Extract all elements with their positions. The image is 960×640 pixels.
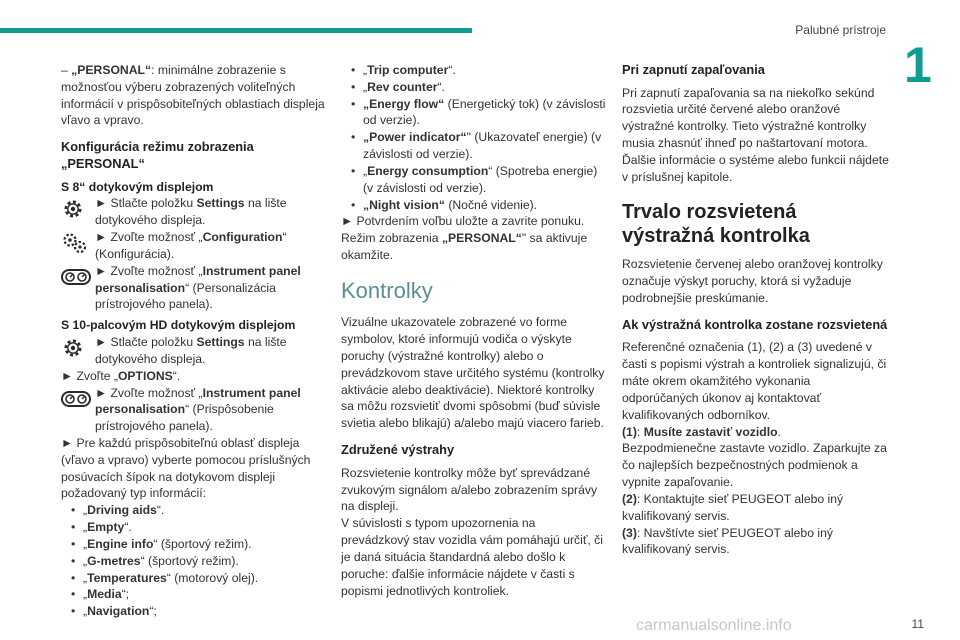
config-heading: Konfigurácia režimu zobrazenia „PERSONAL“ [61, 139, 254, 171]
info-type-list-cont [341, 62, 606, 213]
gears-icon [61, 231, 89, 255]
s8-step-configuration: ► Zvoľte možnosť „Configuration“ (Konfigurácia). [61, 229, 327, 263]
s8-step-settings: ► Stlačte položku Settings na lište dotykového displeja. [61, 195, 327, 229]
pri-zapnuti-text: Pri zapnutí zapaľovania sa na niekoľko sekúnd rozsvietia určité červené alebo oranžové výstražné kontrolky. Tieto výstražné kontrolky musia zhasnúť ihneď po naštartovaní motora. Ďalšie informácie o systéme alebo funkcii nájdete v príslušnej kapitole. [622, 85, 889, 184]
ref-3: (3): Navštívte sieť PEUGEOT alebo iný kvalifikovaný servis. [622, 525, 833, 557]
trvalo-heading: Trvalo rozsvietená výstražná kontrolka [622, 200, 810, 247]
s10-step-settings: ► Stlačte položku Settings na lište dotykového displeja. [61, 334, 327, 368]
gauges-icon [61, 390, 91, 408]
list-item: • „Energy consumption“ (Spotreba energie) (v závislosti od verzie). [341, 163, 606, 197]
gear-icon [61, 336, 85, 360]
list-item: • „Media“; [61, 586, 327, 603]
ref-2: (2): Kontaktujte sieť PEUGEOT alebo iný kvalifikovaný servis. [622, 491, 844, 523]
list-item: • „Energy flow“ (Energetický tok) (v závislosti od verzie). [341, 96, 606, 130]
confirm-step: ► Potvrdením voľbu uložte a zavrite ponuku. [341, 214, 585, 229]
s8-heading: S 8“ dotykovým displejom [61, 179, 214, 194]
list-item: • „Engine info“ (športový režim). [61, 536, 327, 553]
kontrolky-heading: Kontrolky [341, 277, 433, 303]
watermark: carmanualsonline.info [636, 617, 792, 634]
ak-text: Referenčné označenia (1), (2) a (3) uvedené v časti s popismi výstrah a kontroliek signalizujú, či máte okrem okamžitého vykonania odporúčaných úkonov aj kontaktovať kvalifikovaných odborníkov. [622, 340, 887, 422]
page-number: 11 [911, 617, 924, 631]
mode-activation: Režim zobrazenia „PERSONAL“" sa aktivuje okamžite. [341, 231, 588, 263]
gear-icon [61, 197, 85, 221]
ak-heading: Ak výstražná kontrolka zostane rozsvietená [622, 316, 888, 332]
area-step: ► Pre každú prispôsobiteľnú oblasť displeja (vľavo a vpravo) vyberte pomocou príslušných posúvacích šípok na dotykovom displeji požadovaný typ informácií: [61, 435, 311, 501]
list-item: • „Temperatures“ (motorový olej). [61, 570, 327, 587]
kontrolky-text: Vizuálne ukazovatele zobrazené vo forme symbolov, ktoré informujú vodiča o výskyte poruchy (výstražné kontrolky) alebo o prevádzkovom stave určitého systému (kontrolky aktivácie alebo deaktivácie). Niektoré kontrolky sa môžu rozsvietiť dvomi spôsobmi (buď súvisle svietia alebo blikajú) a/alebo majú viacero farieb. [341, 315, 605, 431]
list-item: • „Driving aids“. [61, 502, 327, 519]
list-item: • „G-metres“ (športový režim). [61, 553, 327, 570]
s10-step-options: ► Zvoľte „OPTIONS“. [61, 368, 181, 383]
list-item: • „Navigation“; [61, 603, 327, 620]
trvalo-text: Rozsvietenie červenej alebo oranžovej kontrolky označuje výskyt poruchy, ktorá si vyžaduje podrobnejšie preskúmanie. [622, 257, 883, 306]
gauges-icon [61, 268, 91, 286]
list-item: • „Rev counter“. [341, 79, 606, 96]
list-item: • „Power indicator“" (Ukazovateľ energie) (v závislosti od verzie). [341, 129, 606, 163]
header-accent-bar [0, 28, 472, 33]
ref-1-text: Bezpodmienečne zastavte vozidlo. Zaparkujte za čo najlepších bezpečnostných podmienok a vypnite zapaľovanie. [622, 441, 887, 490]
info-type-list [61, 502, 327, 620]
zdruzene-heading: Združené výstrahy [341, 442, 455, 458]
s10-heading: S 10-palcovým HD dotykovým displejom [61, 318, 296, 333]
section-title: Palubné prístroje [795, 23, 886, 37]
list-item: • „Trip computer“. [341, 62, 606, 79]
s10-step-instrument-panel: ► Zvoľte možnosť „Instrument panel personalisation“ (Prispôsobenie prístrojového panela). [61, 385, 327, 435]
ref-1: (1): Musíte zastaviť vozidlo. [622, 424, 781, 439]
column-left [61, 62, 327, 620]
list-item: • „Empty“. [61, 519, 327, 536]
pri-zapnuti-heading: Pri zapnutí zapaľovania [622, 62, 765, 77]
s8-step-instrument-panel: ► Zvoľte možnosť „Instrument panel personalisation“ (Personalizácia prístrojového panela). [61, 263, 327, 313]
chapter-number: 1 [904, 37, 932, 93]
zdruzene-text-2: V súvislosti s typom upozornenia na prevádzkový stav vozidla vám pomáhajú určiť, či je daná situácia štandardná alebo došlo k poruche: ďalšie informácie nájdete v časti s popismi jednotlivých kontroliek. [341, 516, 603, 598]
list-item: • „Night vision“ (Nočné videnie). [341, 197, 606, 214]
column-middle [341, 62, 606, 599]
column-right [622, 62, 890, 558]
zdruzene-text-1: Rozsvietenie kontrolky môže byť sprevádzané zvukovým signálom a/alebo zobrazením správy na displeji. [341, 465, 598, 514]
personal-mode-intro: – „PERSONAL“: minimálne zobrazenie s možnosťou výberu zobrazených voliteľných informácií v prispôsobiteľných oblastiach displeja vľavo a vpravo. [61, 63, 325, 128]
